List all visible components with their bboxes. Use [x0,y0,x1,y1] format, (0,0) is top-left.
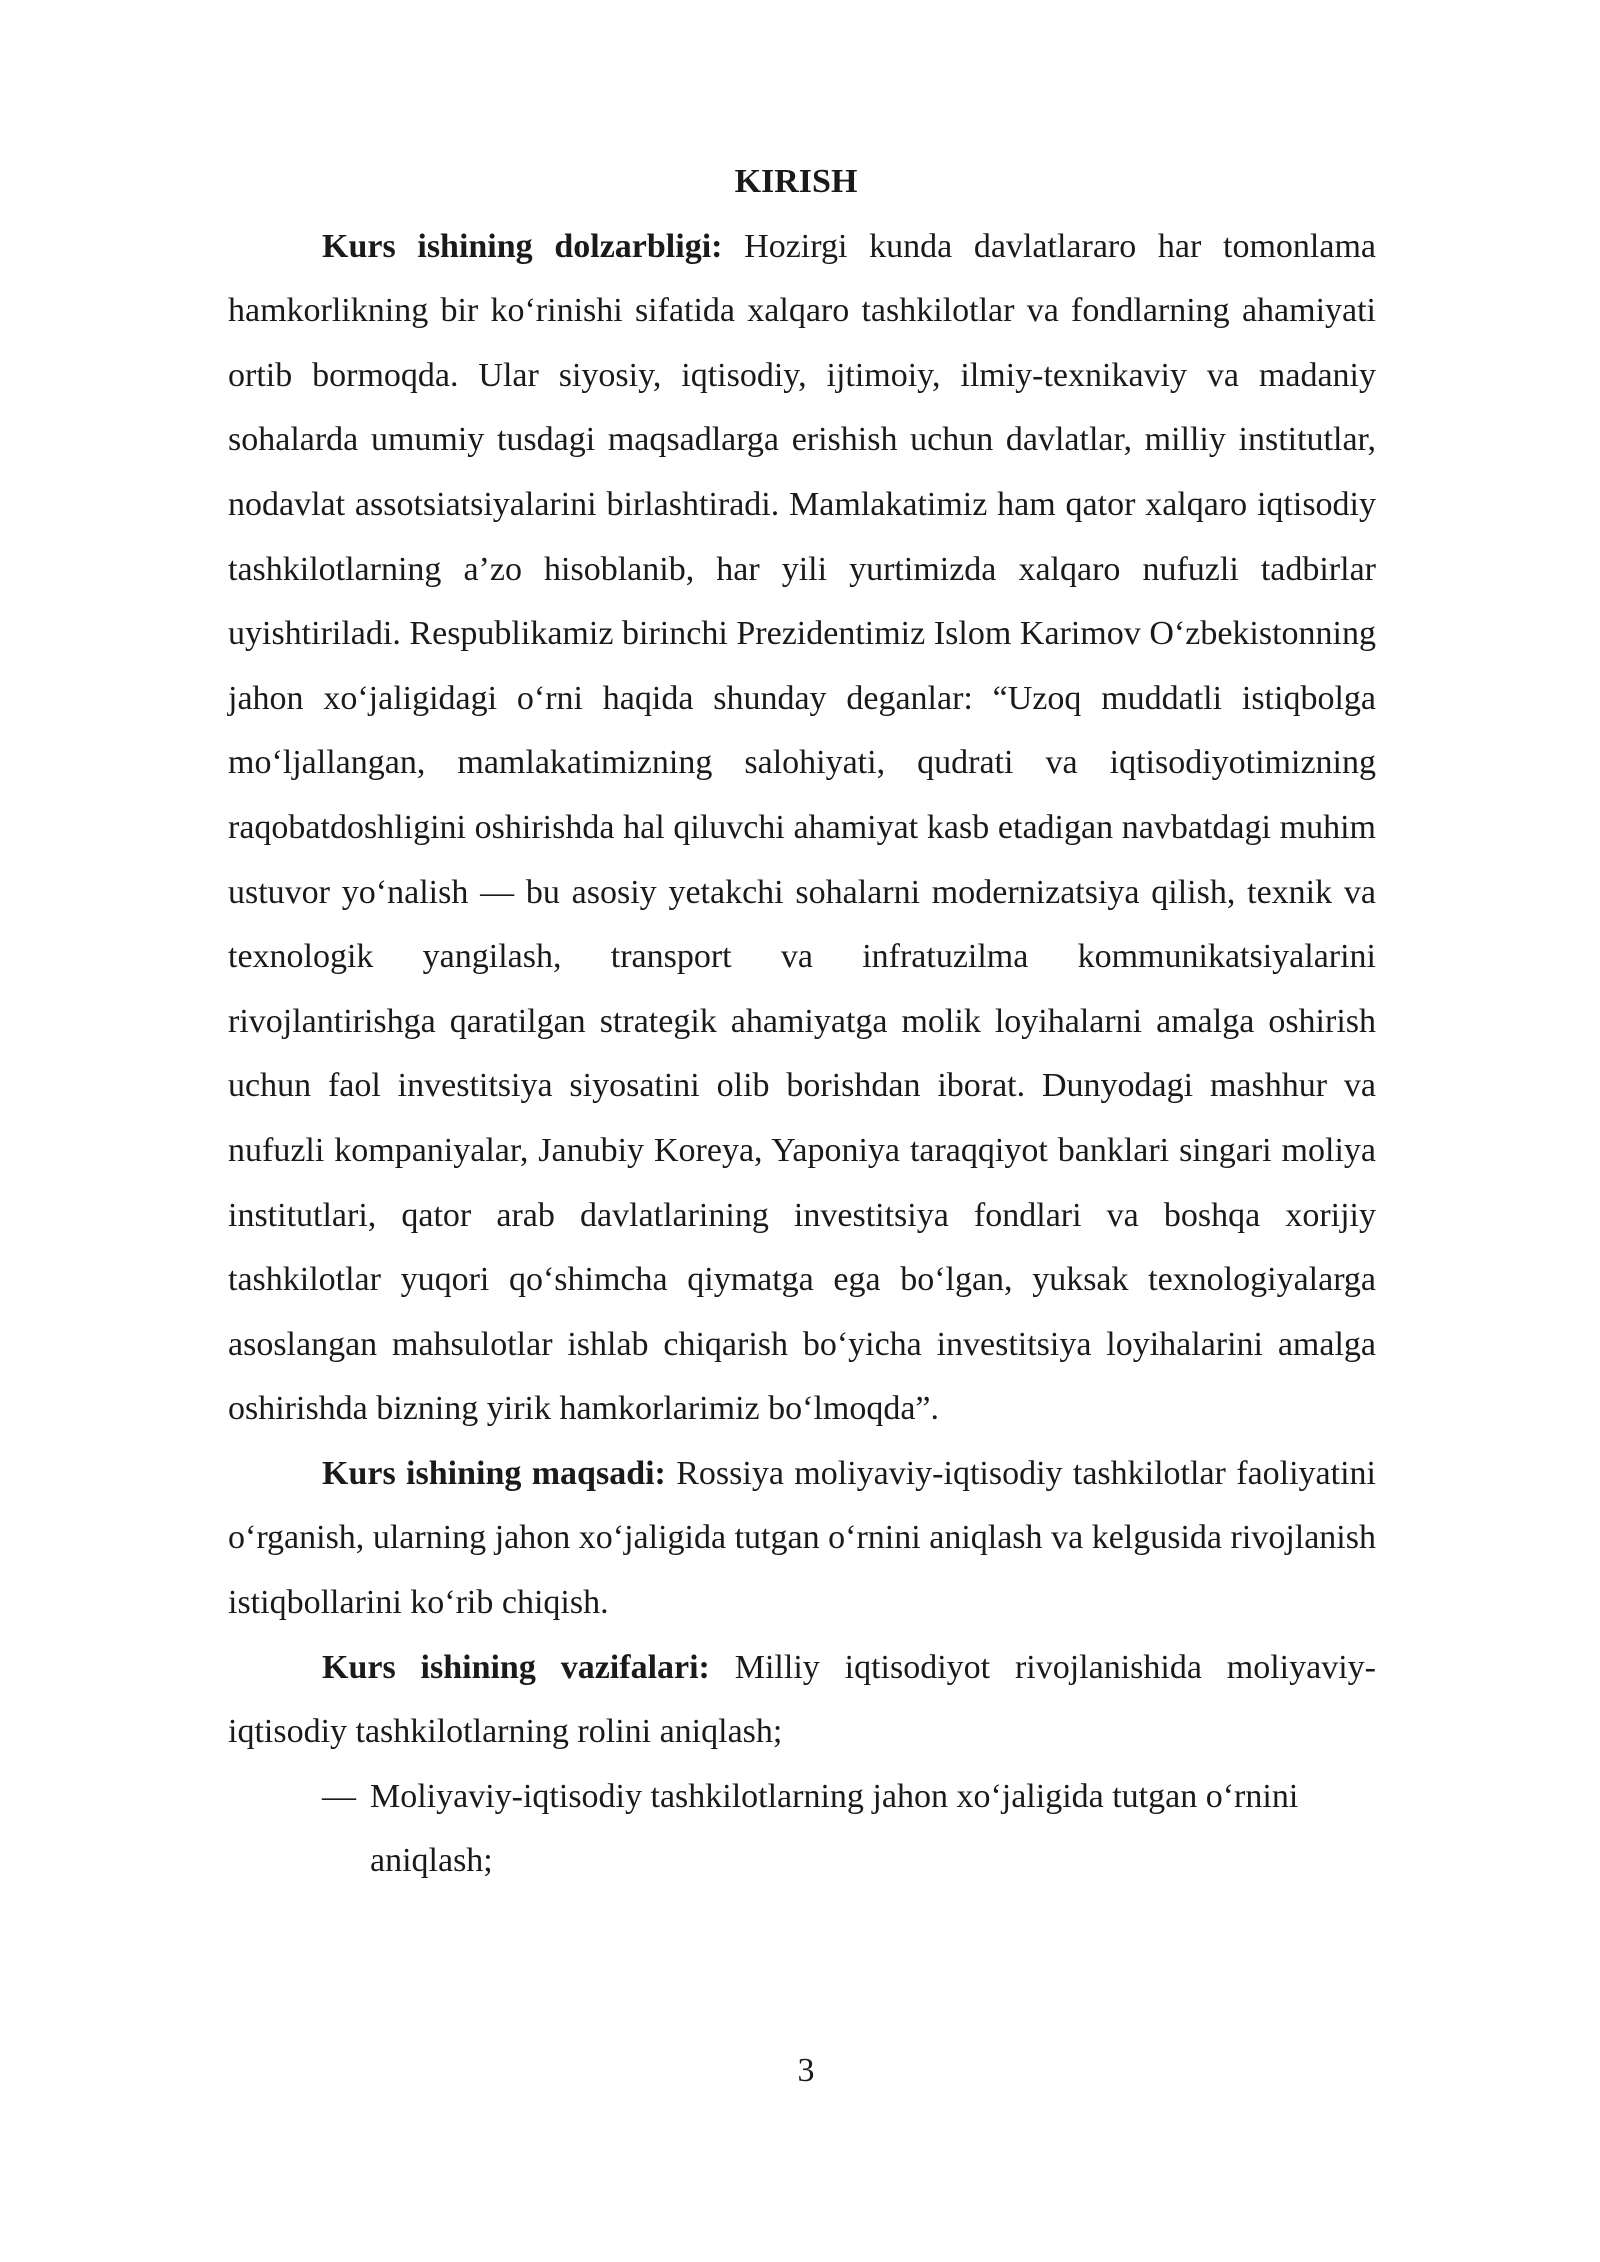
paragraph-lead: Kurs ishining maqsadi: [322,1454,666,1492]
paragraph-text: Hozirgi kunda davlatlararo har tomonlama hamkorlikning bir ko‘rinishi sifatida xalqaro tashkilotlar va fondlarning ahamiyati ortib bormoqda. Ular siyosiy, iqtisodiy, ijtimoiy, ilmiy-texnikaviy va madaniy sohalarda umumiy tusdagi maqsadlarga erishish uchun davlatlar, milliy institutlar, nodavlat assotsiatsiyalarini birlashtiradi. Mamlakatimiz ham qator xalqaro iqtisodiy tashkilotlarning a’zo hisoblanib, har yili yurtimizda xalqaro nufuzli tadbirlar uyishtiriladi. Respublikamiz birinchi Prezidentimiz Islom Karimov O‘zbekistonning jahon xo‘jaligidagi o‘rni haqida shunday deganlar: “Uzoq muddatli istiqbolga mo‘ljallangan, mamlakatimizning salohiyati, qudrati va iqtisodiyotimizning raqobatdoshligini oshirishda hal qiluvchi ahamiyat kasb etadigan navbatdagi muhim ustuvor yo‘nalish — bu asosiy yetakchi sohalarni modernizatsiya qilish, texnik va texnologik yangilash, transport va infratuzilma kommunikatsiyalarini rivojlantirishga qaratilgan strategik ahamiyatga molik loyihalarni amalga oshirish uchun faol investitsiya siyosatini olib borishdan iborat. Dunyodagi mashhur va nufuzli kompaniyalar, Janubiy Koreya, Yaponiya taraqqiyot banklari singari moliya institutlari, qator arab davlatlarining investitsiya fondlari va boshqa xorijiy tashkilotlar yuqori qo‘shimcha qiymatga ega bo‘lgan, yuksak texnologiyalarga asoslangan mahsulotlar ishlab chiqarish bo‘yicha investitsiya loyihalarini amalga oshirishda bizning yirik hamkorlarimiz bo‘lmoqda”. [228,227,1376,1428]
paragraph-lead: Kurs ishining dolzarbligi: [322,227,723,265]
paragraph-lead: Kurs ishining vazifalari: [322,1648,710,1686]
page-number: 3 [797,2052,815,2089]
list-item [228,1765,1376,1894]
dash-bullet: — [322,1777,356,1815]
paragraph-relevance [228,215,1376,1442]
document-page [228,150,1376,1894]
section-heading: KIRISH [734,163,858,200]
paragraph-tasks [228,1636,1376,1765]
paragraph-text: Milliy iqtisodiyot rivojlanishida moliyaviy-iqtisodiy tashkilotlarning rolini aniqlash; [228,1648,1376,1751]
paragraph-text: Rossiya moliyaviy-iqtisodiy tashkilotlar faoliyatini o‘rganish, ularning jahon xo‘jaligida tutgan o‘rnini aniqlash va kelgusida rivojlanish istiqbollarini ko‘rib chiqish. [228,1454,1376,1622]
list-item-text: Moliyaviy-iqtisodiy tashkilotlarning jahon xo‘jaligida tutgan o‘rnini aniqlash; [370,1777,1299,1880]
paragraph-goal [228,1442,1376,1636]
